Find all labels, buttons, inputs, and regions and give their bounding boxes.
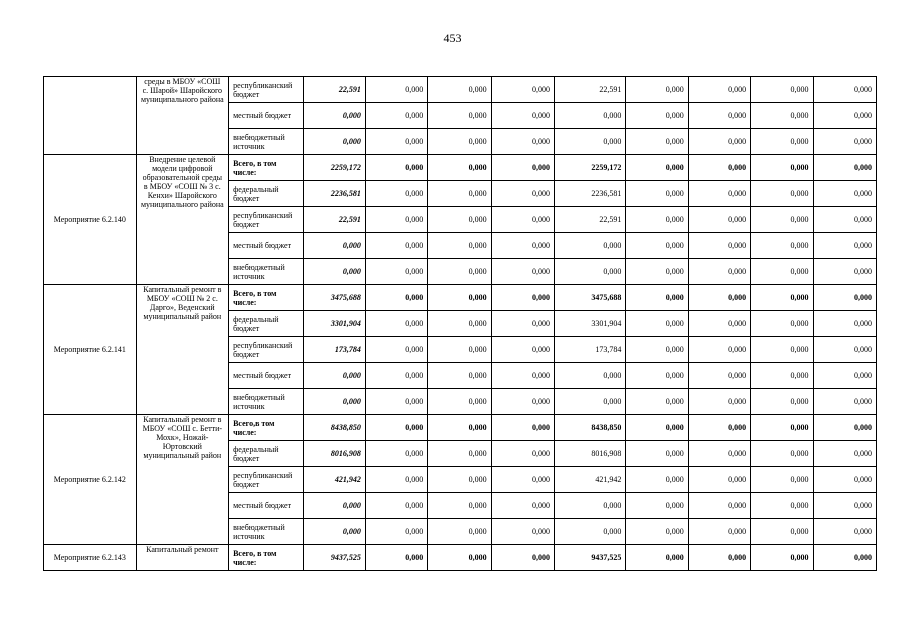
year-amount-cell: 0,000 xyxy=(751,207,813,233)
year-amount-cell: 0,000 xyxy=(428,493,491,519)
event-name-cell: Мероприятие 6.2.143 xyxy=(44,545,137,571)
year-amount-cell: 0,000 xyxy=(813,311,877,337)
year-amount-cell: 0,000 xyxy=(365,441,427,467)
year-amount-cell: 0,000 xyxy=(491,259,554,285)
year-amount-cell: 0,000 xyxy=(491,207,554,233)
year-amount-cell: 0,000 xyxy=(688,311,750,337)
year-amount-cell: 0,000 xyxy=(491,233,554,259)
year-amount-cell: 0,000 xyxy=(626,259,688,285)
year-amount-cell: 0,000 xyxy=(688,285,750,311)
year-amount-cell: 0,000 xyxy=(428,259,491,285)
total-amount-cell: 3475,688 xyxy=(303,285,365,311)
funding-source-cell: внебюджетный источник xyxy=(229,389,303,415)
year-amount-cell: 0,000 xyxy=(491,337,554,363)
funding-source-cell: республиканский бюджет xyxy=(229,207,303,233)
year-amount-cell: 0,000 xyxy=(365,285,427,311)
year-amount-cell: 0,000 xyxy=(491,389,554,415)
year-amount-cell: 0,000 xyxy=(813,233,877,259)
year-amount-cell: 9437,525 xyxy=(555,545,626,571)
year-amount-cell: 0,000 xyxy=(365,493,427,519)
total-amount-cell: 421,942 xyxy=(303,467,365,493)
year-amount-cell: 8438,850 xyxy=(555,415,626,441)
year-amount-cell: 0,000 xyxy=(626,519,688,545)
total-amount-cell: 2259,172 xyxy=(303,155,365,181)
funding-source-cell: местный бюджет xyxy=(229,363,303,389)
total-amount-cell: 0,000 xyxy=(303,233,365,259)
year-amount-cell: 0,000 xyxy=(491,493,554,519)
year-amount-cell: 0,000 xyxy=(626,77,688,103)
year-amount-cell: 0,000 xyxy=(813,415,877,441)
year-amount-cell: 0,000 xyxy=(428,129,491,155)
year-amount-cell: 0,000 xyxy=(428,363,491,389)
total-amount-cell: 3301,904 xyxy=(303,311,365,337)
year-amount-cell: 0,000 xyxy=(491,415,554,441)
event-description-cell: Внедрение целевой модели цифровой образовательной среды в МБОУ «СОШ № 3 с. Кенхи» Шаройского муниципального района xyxy=(136,155,229,285)
funding-source-cell: внебюджетный источник xyxy=(229,259,303,285)
year-amount-cell: 0,000 xyxy=(813,285,877,311)
year-amount-cell: 0,000 xyxy=(428,545,491,571)
year-amount-cell: 0,000 xyxy=(491,181,554,207)
year-amount-cell: 0,000 xyxy=(751,233,813,259)
year-amount-cell: 0,000 xyxy=(491,363,554,389)
year-amount-cell: 0,000 xyxy=(428,77,491,103)
year-amount-cell: 0,000 xyxy=(688,337,750,363)
year-amount-cell: 0,000 xyxy=(813,155,877,181)
year-amount-cell: 0,000 xyxy=(626,155,688,181)
year-amount-cell: 0,000 xyxy=(813,493,877,519)
year-amount-cell: 8016,908 xyxy=(555,441,626,467)
year-amount-cell: 0,000 xyxy=(626,363,688,389)
total-amount-cell: 22,591 xyxy=(303,77,365,103)
total-amount-cell: 9437,525 xyxy=(303,545,365,571)
funding-source-cell: республиканский бюджет xyxy=(229,467,303,493)
year-amount-cell: 0,000 xyxy=(751,155,813,181)
funding-source-cell: местный бюджет xyxy=(229,103,303,129)
year-amount-cell: 0,000 xyxy=(751,545,813,571)
year-amount-cell: 0,000 xyxy=(626,415,688,441)
year-amount-cell: 0,000 xyxy=(365,181,427,207)
event-name-cell xyxy=(44,77,137,155)
year-amount-cell: 0,000 xyxy=(491,77,554,103)
year-amount-cell: 0,000 xyxy=(555,389,626,415)
year-amount-cell: 0,000 xyxy=(365,363,427,389)
year-amount-cell: 0,000 xyxy=(365,415,427,441)
funding-source-cell: федеральный бюджет xyxy=(229,181,303,207)
year-amount-cell: 0,000 xyxy=(491,441,554,467)
funding-source-cell: Всего,в том числе: xyxy=(229,415,303,441)
page-number: 453 xyxy=(443,31,462,45)
funding-source-cell: республиканский бюджет xyxy=(229,77,303,103)
year-amount-cell: 2259,172 xyxy=(555,155,626,181)
year-amount-cell: 0,000 xyxy=(428,467,491,493)
funding-source-cell: внебюджетный источник xyxy=(229,129,303,155)
funding-source-cell: местный бюджет xyxy=(229,233,303,259)
year-amount-cell: 0,000 xyxy=(751,259,813,285)
year-amount-cell: 2236,581 xyxy=(555,181,626,207)
year-amount-cell: 0,000 xyxy=(751,103,813,129)
year-amount-cell: 0,000 xyxy=(626,441,688,467)
year-amount-cell: 0,000 xyxy=(813,259,877,285)
year-amount-cell: 0,000 xyxy=(365,467,427,493)
year-amount-cell: 0,000 xyxy=(813,77,877,103)
year-amount-cell: 0,000 xyxy=(365,233,427,259)
event-description-cell: среды в МБОУ «СОШ с. Шарой» Шаройского муниципального района xyxy=(136,77,229,155)
total-amount-cell: 0,000 xyxy=(303,519,365,545)
year-amount-cell: 0,000 xyxy=(688,467,750,493)
total-amount-cell: 8438,850 xyxy=(303,415,365,441)
year-amount-cell: 0,000 xyxy=(751,285,813,311)
year-amount-cell: 0,000 xyxy=(428,207,491,233)
year-amount-cell: 0,000 xyxy=(365,311,427,337)
event-name-cell: Мероприятие 6.2.142 xyxy=(44,415,137,545)
year-amount-cell: 0,000 xyxy=(751,467,813,493)
year-amount-cell: 0,000 xyxy=(491,285,554,311)
year-amount-cell: 421,942 xyxy=(555,467,626,493)
year-amount-cell: 0,000 xyxy=(626,285,688,311)
event-name-cell: Мероприятие 6.2.141 xyxy=(44,285,137,415)
total-amount-cell: 2236,581 xyxy=(303,181,365,207)
year-amount-cell: 0,000 xyxy=(555,259,626,285)
year-amount-cell: 0,000 xyxy=(626,207,688,233)
year-amount-cell: 0,000 xyxy=(555,103,626,129)
year-amount-cell: 0,000 xyxy=(813,337,877,363)
year-amount-cell: 0,000 xyxy=(751,181,813,207)
year-amount-cell: 0,000 xyxy=(751,337,813,363)
year-amount-cell: 0,000 xyxy=(688,181,750,207)
year-amount-cell: 0,000 xyxy=(626,181,688,207)
year-amount-cell: 0,000 xyxy=(813,467,877,493)
total-amount-cell: 0,000 xyxy=(303,493,365,519)
year-amount-cell: 0,000 xyxy=(365,389,427,415)
event-name-cell: Мероприятие 6.2.140 xyxy=(44,155,137,285)
year-amount-cell: 0,000 xyxy=(751,129,813,155)
year-amount-cell: 0,000 xyxy=(428,155,491,181)
event-description-cell: Капитальный ремонт в МБОУ «СОШ с. Бетти-Мохк», Ножай-Юртовский муниципальный район xyxy=(136,415,229,545)
year-amount-cell: 0,000 xyxy=(491,311,554,337)
year-amount-cell: 0,000 xyxy=(491,467,554,493)
year-amount-cell: 0,000 xyxy=(813,129,877,155)
total-amount-cell: 0,000 xyxy=(303,389,365,415)
year-amount-cell: 0,000 xyxy=(428,233,491,259)
year-amount-cell: 0,000 xyxy=(688,259,750,285)
year-amount-cell: 22,591 xyxy=(555,77,626,103)
year-amount-cell: 173,784 xyxy=(555,337,626,363)
year-amount-cell: 0,000 xyxy=(688,103,750,129)
year-amount-cell: 0,000 xyxy=(491,545,554,571)
funding-source-cell: Всего, в том числе: xyxy=(229,155,303,181)
total-amount-cell: 0,000 xyxy=(303,363,365,389)
year-amount-cell: 0,000 xyxy=(365,545,427,571)
year-amount-cell: 0,000 xyxy=(555,493,626,519)
year-amount-cell: 0,000 xyxy=(626,493,688,519)
year-amount-cell: 0,000 xyxy=(626,337,688,363)
year-amount-cell: 0,000 xyxy=(813,207,877,233)
total-amount-cell: 173,784 xyxy=(303,337,365,363)
year-amount-cell: 0,000 xyxy=(365,129,427,155)
year-amount-cell: 0,000 xyxy=(555,519,626,545)
year-amount-cell: 0,000 xyxy=(428,285,491,311)
year-amount-cell: 0,000 xyxy=(688,519,750,545)
year-amount-cell: 0,000 xyxy=(813,103,877,129)
year-amount-cell: 0,000 xyxy=(626,467,688,493)
year-amount-cell: 0,000 xyxy=(688,233,750,259)
funding-source-cell: федеральный бюджет xyxy=(229,441,303,467)
year-amount-cell: 0,000 xyxy=(751,311,813,337)
year-amount-cell: 0,000 xyxy=(365,259,427,285)
year-amount-cell: 0,000 xyxy=(688,493,750,519)
year-amount-cell: 0,000 xyxy=(688,415,750,441)
year-amount-cell: 0,000 xyxy=(813,545,877,571)
year-amount-cell: 0,000 xyxy=(555,129,626,155)
year-amount-cell: 0,000 xyxy=(365,207,427,233)
total-amount-cell: 0,000 xyxy=(303,259,365,285)
year-amount-cell: 0,000 xyxy=(555,233,626,259)
year-amount-cell: 0,000 xyxy=(365,103,427,129)
year-amount-cell: 0,000 xyxy=(626,233,688,259)
year-amount-cell: 0,000 xyxy=(751,441,813,467)
year-amount-cell: 0,000 xyxy=(365,77,427,103)
year-amount-cell: 0,000 xyxy=(813,363,877,389)
year-amount-cell: 0,000 xyxy=(428,103,491,129)
year-amount-cell: 0,000 xyxy=(428,389,491,415)
year-amount-cell: 0,000 xyxy=(428,519,491,545)
year-amount-cell: 0,000 xyxy=(751,519,813,545)
year-amount-cell: 0,000 xyxy=(751,363,813,389)
year-amount-cell: 0,000 xyxy=(365,155,427,181)
year-amount-cell: 0,000 xyxy=(751,415,813,441)
year-amount-cell: 0,000 xyxy=(813,441,877,467)
year-amount-cell: 22,591 xyxy=(555,207,626,233)
year-amount-cell: 0,000 xyxy=(428,415,491,441)
table-row xyxy=(44,155,877,181)
funding-source-cell: федеральный бюджет xyxy=(229,311,303,337)
table-body xyxy=(44,77,877,571)
table-row xyxy=(44,415,877,441)
year-amount-cell: 0,000 xyxy=(751,77,813,103)
total-amount-cell: 8016,908 xyxy=(303,441,365,467)
year-amount-cell: 0,000 xyxy=(688,389,750,415)
year-amount-cell: 0,000 xyxy=(688,129,750,155)
year-amount-cell: 0,000 xyxy=(491,129,554,155)
year-amount-cell: 0,000 xyxy=(688,545,750,571)
year-amount-cell: 0,000 xyxy=(428,311,491,337)
funding-source-cell: Всего, в том числе: xyxy=(229,285,303,311)
year-amount-cell: 0,000 xyxy=(813,181,877,207)
year-amount-cell: 0,000 xyxy=(626,311,688,337)
year-amount-cell: 0,000 xyxy=(688,441,750,467)
year-amount-cell: 3475,688 xyxy=(555,285,626,311)
event-description-cell: Капитальный ремонт в МБОУ «СОШ № 2 с. Дарго», Веденский муниципальный район xyxy=(136,285,229,415)
budget-table xyxy=(43,76,877,571)
total-amount-cell: 0,000 xyxy=(303,103,365,129)
year-amount-cell: 0,000 xyxy=(813,389,877,415)
year-amount-cell: 0,000 xyxy=(626,389,688,415)
year-amount-cell: 0,000 xyxy=(751,389,813,415)
year-amount-cell: 0,000 xyxy=(626,103,688,129)
funding-source-cell: внебюджетный источник xyxy=(229,519,303,545)
year-amount-cell: 0,000 xyxy=(813,519,877,545)
year-amount-cell: 0,000 xyxy=(688,363,750,389)
year-amount-cell: 0,000 xyxy=(626,545,688,571)
total-amount-cell: 22,591 xyxy=(303,207,365,233)
total-amount-cell: 0,000 xyxy=(303,129,365,155)
table-row xyxy=(44,285,877,311)
year-amount-cell: 0,000 xyxy=(555,363,626,389)
funding-source-cell: республиканский бюджет xyxy=(229,337,303,363)
year-amount-cell: 0,000 xyxy=(428,181,491,207)
year-amount-cell: 0,000 xyxy=(428,337,491,363)
year-amount-cell: 3301,904 xyxy=(555,311,626,337)
year-amount-cell: 0,000 xyxy=(626,129,688,155)
year-amount-cell: 0,000 xyxy=(491,155,554,181)
year-amount-cell: 0,000 xyxy=(365,337,427,363)
year-amount-cell: 0,000 xyxy=(491,103,554,129)
year-amount-cell: 0,000 xyxy=(751,493,813,519)
year-amount-cell: 0,000 xyxy=(365,519,427,545)
funding-source-cell: местный бюджет xyxy=(229,493,303,519)
year-amount-cell: 0,000 xyxy=(688,155,750,181)
year-amount-cell: 0,000 xyxy=(491,519,554,545)
year-amount-cell: 0,000 xyxy=(688,77,750,103)
table-row xyxy=(44,77,877,103)
funding-source-cell: Всего, в том числе: xyxy=(229,545,303,571)
table-row xyxy=(44,545,877,571)
event-description-cell: Капитальный ремонт xyxy=(136,545,229,571)
year-amount-cell: 0,000 xyxy=(688,207,750,233)
year-amount-cell: 0,000 xyxy=(428,441,491,467)
